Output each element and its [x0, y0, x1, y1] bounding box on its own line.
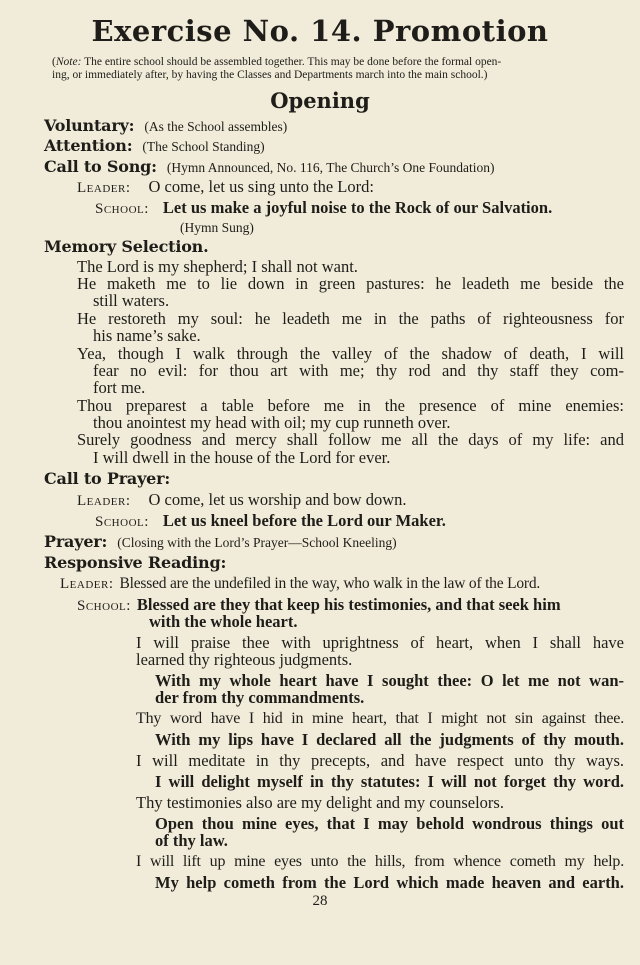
school-label: School:	[77, 598, 131, 614]
attention-heading: Attention:	[44, 136, 133, 155]
leader-label: Leader:	[77, 493, 131, 509]
reading-line-leader: I will meditate in thy precepts, and have respect unto thy ways.	[136, 751, 624, 770]
attention-row	[44, 137, 265, 156]
prayer-heading: Prayer:	[44, 532, 108, 551]
reading-line-leader: learned thy righteous judgments.	[136, 650, 353, 669]
reading-line-leader: I will praise thee with uprightness of heart, when I shall have	[136, 633, 624, 652]
memory-selection-heading: Memory Selection.	[44, 237, 209, 256]
call-to-song-note: (Hymn Announced, No. 116, The Church’s One Foundation)	[166, 160, 495, 175]
song-leader-line	[77, 178, 374, 197]
memory-line: fear no evil: for thou art with me; thy rod and thy staff they com-	[93, 361, 624, 380]
leader-label: Leader:	[60, 576, 114, 592]
song-leader-text: O come, let us sing unto the Lord:	[148, 177, 374, 196]
prayer-school-line	[95, 512, 446, 531]
note-line-2: ing, or immediately after, by having the Classes and Departments march into the main school.)	[52, 69, 488, 81]
memory-selection-row	[44, 238, 208, 256]
memory-line: thou anointest my head with oil; my cup runneth over.	[93, 413, 451, 432]
attention-note: (The School Standing)	[142, 139, 265, 154]
memory-line: Thou preparest a table before me in the presence of mine enemies:	[77, 396, 624, 415]
reading-line-school: of thy law.	[155, 831, 228, 850]
call-to-song-row	[44, 158, 495, 177]
reading-line-leader: Thy word have I hid in mine heart, that I might not sin against thee.	[136, 710, 624, 727]
school-label: School:	[95, 201, 149, 217]
page-number: 28	[312, 893, 328, 909]
responsive-reading-heading: Responsive Reading:	[44, 553, 227, 572]
section-heading-opening: Opening	[270, 88, 370, 113]
call-to-song-heading: Call to Song:	[44, 157, 157, 176]
memory-line: fort me.	[93, 378, 146, 397]
responsive-leader-line	[60, 574, 540, 593]
call-to-prayer-heading: Call to Prayer:	[44, 469, 171, 488]
voluntary-heading: Voluntary:	[44, 116, 135, 135]
voluntary-note: (As the School assembles)	[144, 119, 288, 134]
note-line-1: (Note: The entire school should be assembled together. This may be done before the formal open-	[52, 56, 502, 68]
responsive-school-text: Blessed are they that keep his testimonies, and that seek him	[136, 595, 561, 614]
song-school-line	[95, 199, 552, 218]
prayer-note: (Closing with the Lord’s Prayer—School Kneeling)	[117, 535, 397, 550]
reading-line-school: der from thy commandments.	[155, 688, 365, 707]
call-to-prayer-row	[44, 470, 170, 488]
song-school-text: Let us make a joyful noise to the Rock of our Salvation.	[162, 198, 553, 217]
reading-line-school: I will delight myself in thy statutes: I will not forget thy word.	[155, 772, 624, 791]
note-text-1: The entire school should be assembled together. This may be done before the formal open-	[84, 56, 502, 68]
memory-line: He restoreth my soul: he leadeth me in the paths of righteousness for	[77, 309, 624, 328]
reading-line-school: My help cometh from the Lord which made heaven and earth.	[155, 873, 624, 892]
memory-line: He maketh me to lie down in green pastures: he leadeth me beside the	[77, 274, 624, 293]
school-label: School:	[95, 514, 149, 530]
prayer-row	[44, 533, 397, 552]
memory-line: Surely goodness and mercy shall follow me all the days of my life: and	[77, 430, 624, 449]
page-title: Exercise No. 14. Promotion	[91, 14, 549, 48]
reading-line-leader: I will lift up mine eyes unto the hills, from whence cometh my help.	[136, 853, 624, 870]
prayer-leader-line	[77, 491, 407, 510]
responsive-leader-text: Blessed are the undefiled in the way, who walk in the law of the Lord.	[119, 575, 541, 592]
voluntary-row	[44, 117, 287, 136]
memory-line: Yea, though I walk through the valley of the shadow of death, I will	[77, 344, 624, 363]
responsive-reading-row	[44, 554, 226, 572]
hymn-sung-note: (Hymn Sung)	[180, 220, 254, 235]
memory-line: I will dwell in the house of the Lord for ever.	[93, 448, 391, 467]
responsive-school-text-cont: with the whole heart.	[149, 612, 298, 631]
note-label: Note:	[55, 56, 82, 68]
reading-line-school: With my lips have I declared all the judgments of thy mouth.	[155, 730, 624, 749]
memory-line: his name’s sake.	[93, 326, 201, 345]
prayer-leader-text: O come, let us worship and bow down.	[148, 490, 407, 509]
prayer-school-text: Let us kneel before the Lord our Maker.	[162, 511, 446, 530]
memory-line: still waters.	[93, 291, 170, 310]
reading-line-school: With my whole heart have I sought thee: O let me not wan-	[155, 671, 624, 690]
reading-line-leader: Thy testimonies also are my delight and my counselors.	[136, 793, 504, 812]
leader-label: Leader:	[77, 180, 131, 196]
reading-line-school: Open thou mine eyes, that I may behold wondrous things out	[155, 814, 624, 833]
memory-line: The Lord is my shepherd; I shall not want.	[77, 257, 358, 276]
